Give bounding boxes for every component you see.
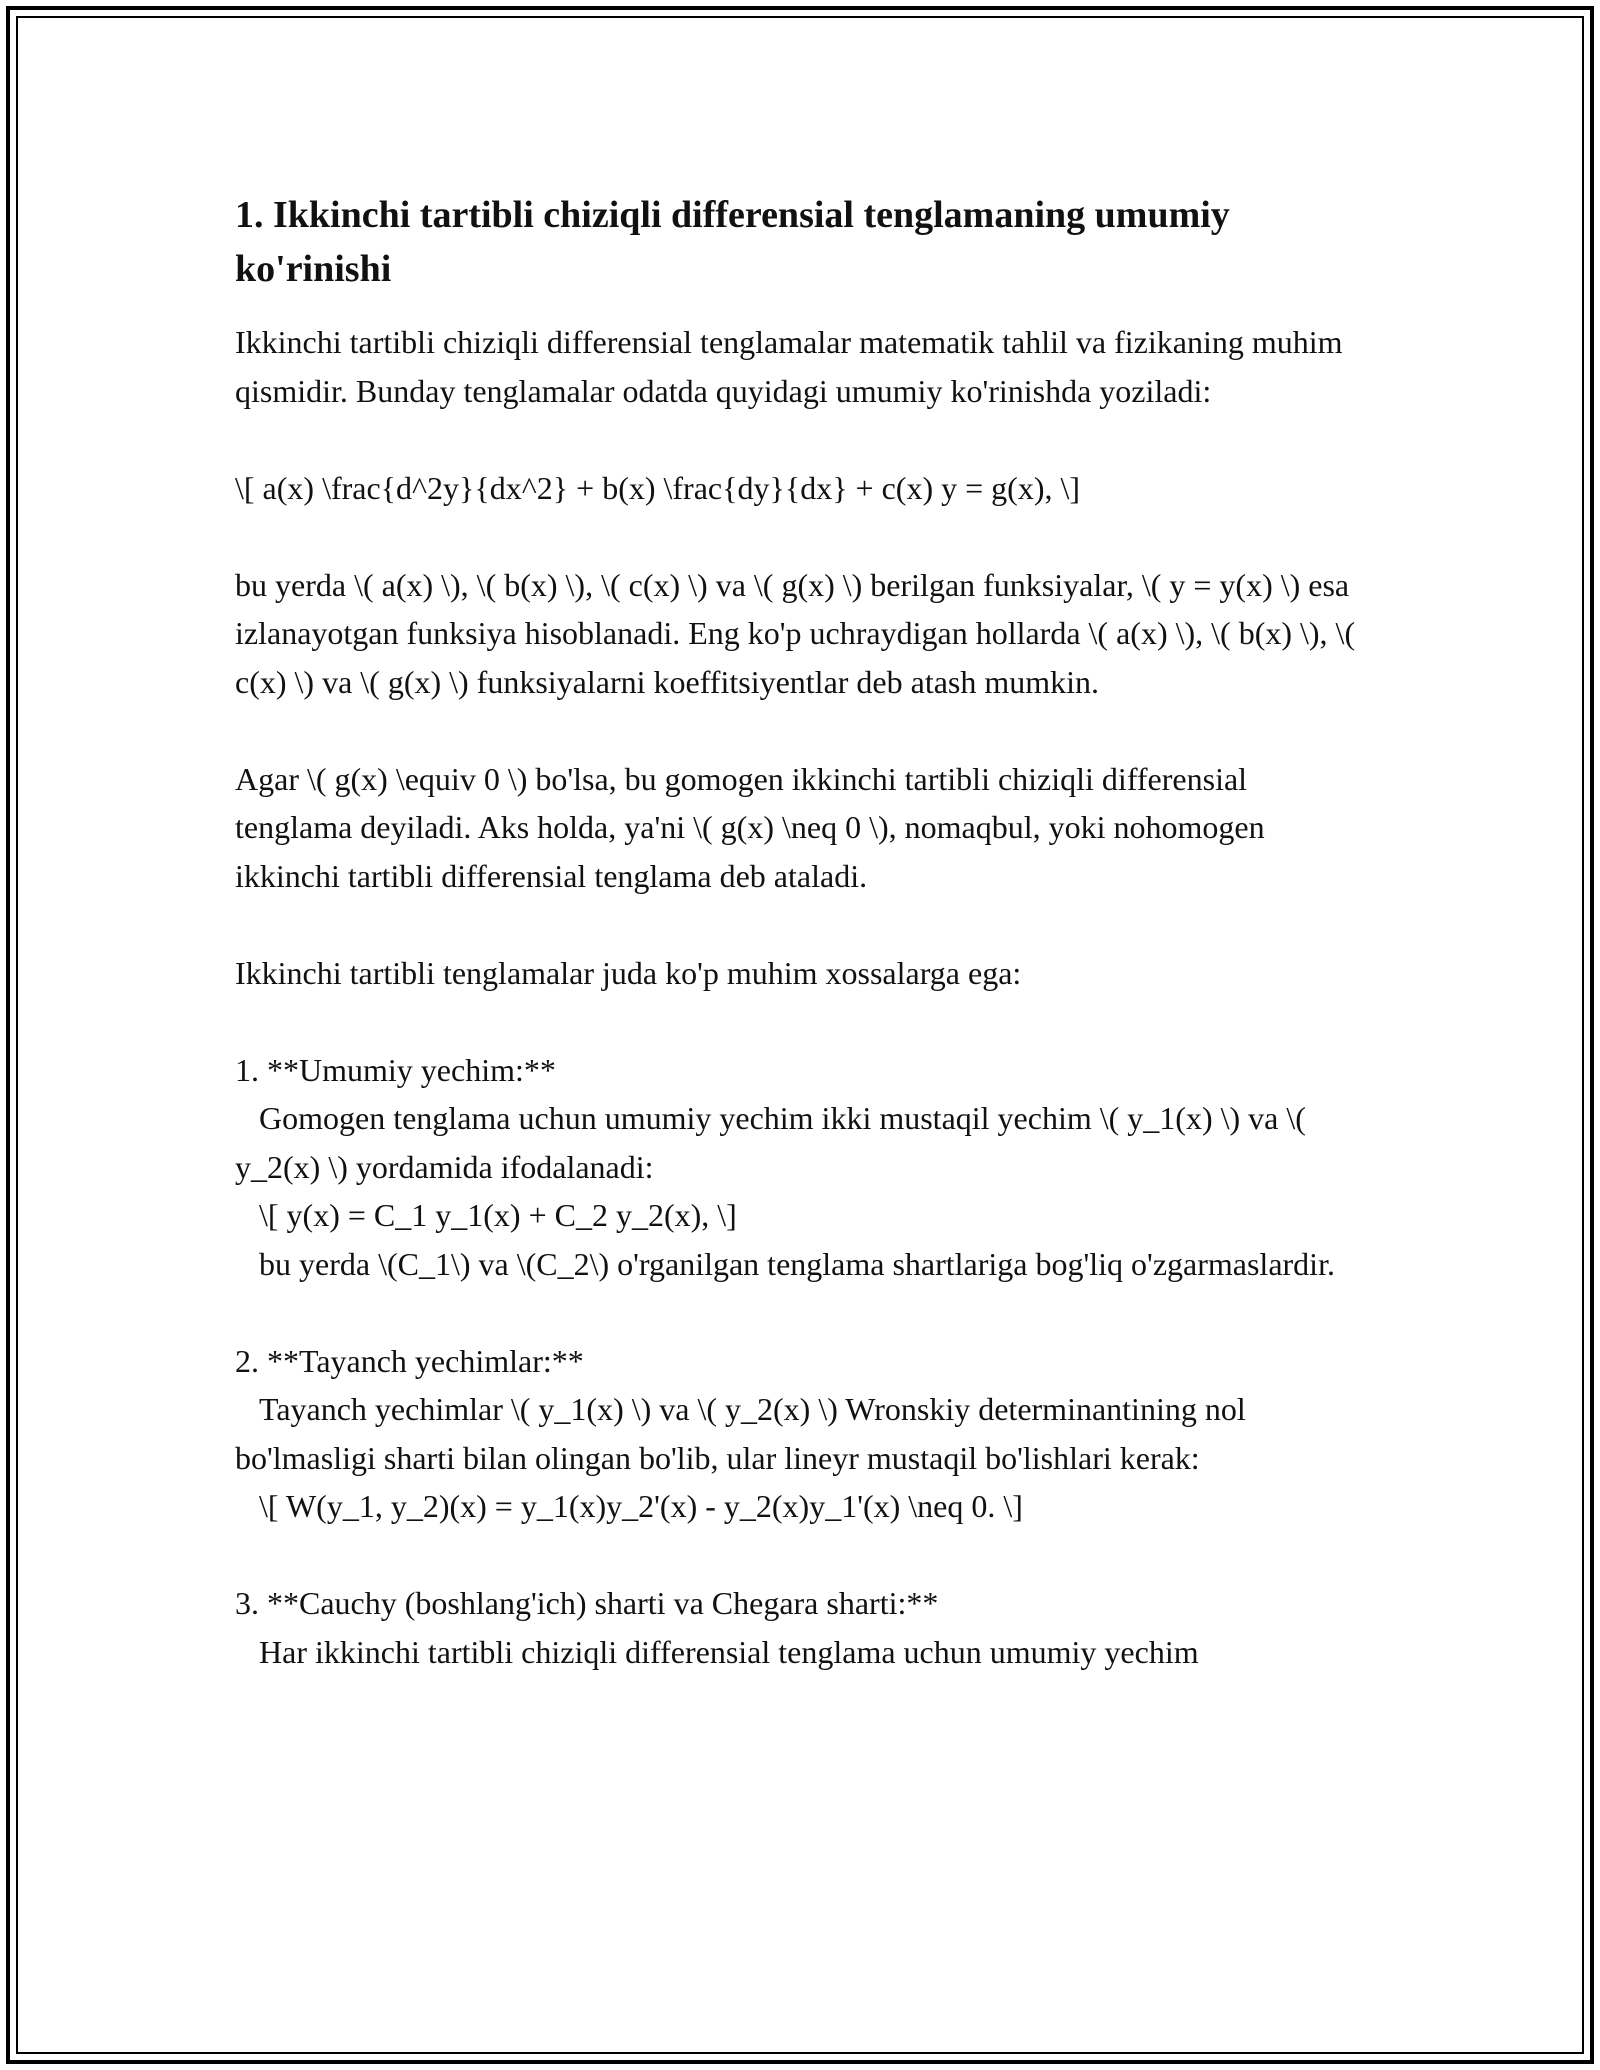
paragraph-gap bbox=[235, 997, 1370, 1046]
definitions-paragraph: bu yerda \( a(x) \), \( b(x) \), \( c(x) \) va \( g(x) \) berilgan funksiyalar, \( y = y(x) \) esa izlanayotgan funksiya hisoblanadi. Eng ko'p uchraydigan hollarda \( a(x) \), \( b(x) \), \( c(x) \) va \( g(x) \) funksiyalarni koeffitsiyentlar deb atash mumkin. bbox=[235, 566, 1364, 700]
list-item-general-solution: 1. **Umumiy yechim:** Gomogen tenglama uchun umumiy yechim ikki mustaqil yechim \( y_1(x) \) va \( y_2(x) \) yordamida ifodalanadi: \[ y(x) = C_1 y_1(x) + C_2 y_2(x), \] bu yerda \(C_1\) va \(C_2\) o'rganilgan tenglama shartlariga bog'liq o'zgarmaslardir. bbox=[235, 1051, 1335, 1282]
paragraph-gap bbox=[235, 900, 1370, 949]
section-title: 1. Ikkinchi tartibli chiziqli differensial tenglamaning umumiy ko'rinishi bbox=[235, 194, 1230, 290]
paragraph-gap bbox=[235, 1531, 1370, 1580]
general-equation: \[ a(x) \frac{d^2y}{dx^2} + b(x) \frac{dy}{dx} + c(x) y = g(x), \] bbox=[235, 469, 1081, 506]
document-body bbox=[235, 188, 1370, 1676]
properties-intro: Ikkinchi tartibli tenglamalar juda ko'p muhim xossalarga ega: bbox=[235, 954, 1022, 991]
paragraph-gap bbox=[235, 1288, 1370, 1337]
list-item-fundamental-solutions: 2. **Tayanch yechimlar:** Tayanch yechimlar \( y_1(x) \) va \( y_2(x) \) Wronskiy determinantining nol bo'lmasligi sharti bilan olingan bo'lib, ular lineyr mustaqil bo'lishlari kerak: \[ W(y_1, y_2)(x) = y_1(x)y_2'(x) - y_2(x)y_1'(x) \neq 0. \] bbox=[235, 1342, 1246, 1524]
paragraph-gap bbox=[235, 706, 1370, 755]
list-item-cauchy-condition: 3. **Cauchy (boshlang'ich) sharti va Chegara sharti:** Har ikkinchi tartibli chiziqli differensial tenglama uchun umumiy yechim bbox=[235, 1585, 1199, 1670]
paragraph-gap bbox=[235, 512, 1370, 561]
paragraph-gap bbox=[235, 415, 1370, 464]
homogeneous-paragraph: Agar \( g(x) \equiv 0 \) bo'lsa, bu gomogen ikkinchi tartibli chiziqli differensial tenglama deyiladi. Aks holda, ya'ni \( g(x) \neq 0 \), nomaqbul, yoki nohomogen ikkinchi tartibli differensial tenglama deb ataladi. bbox=[235, 760, 1273, 894]
intro-paragraph: Ikkinchi tartibli chiziqli differensial tenglamalar matematik tahlil va fizikaning muhim qismidir. Bunday tenglamalar odatda quyidagi umumiy ko'rinishda yoziladi: bbox=[235, 324, 1351, 409]
